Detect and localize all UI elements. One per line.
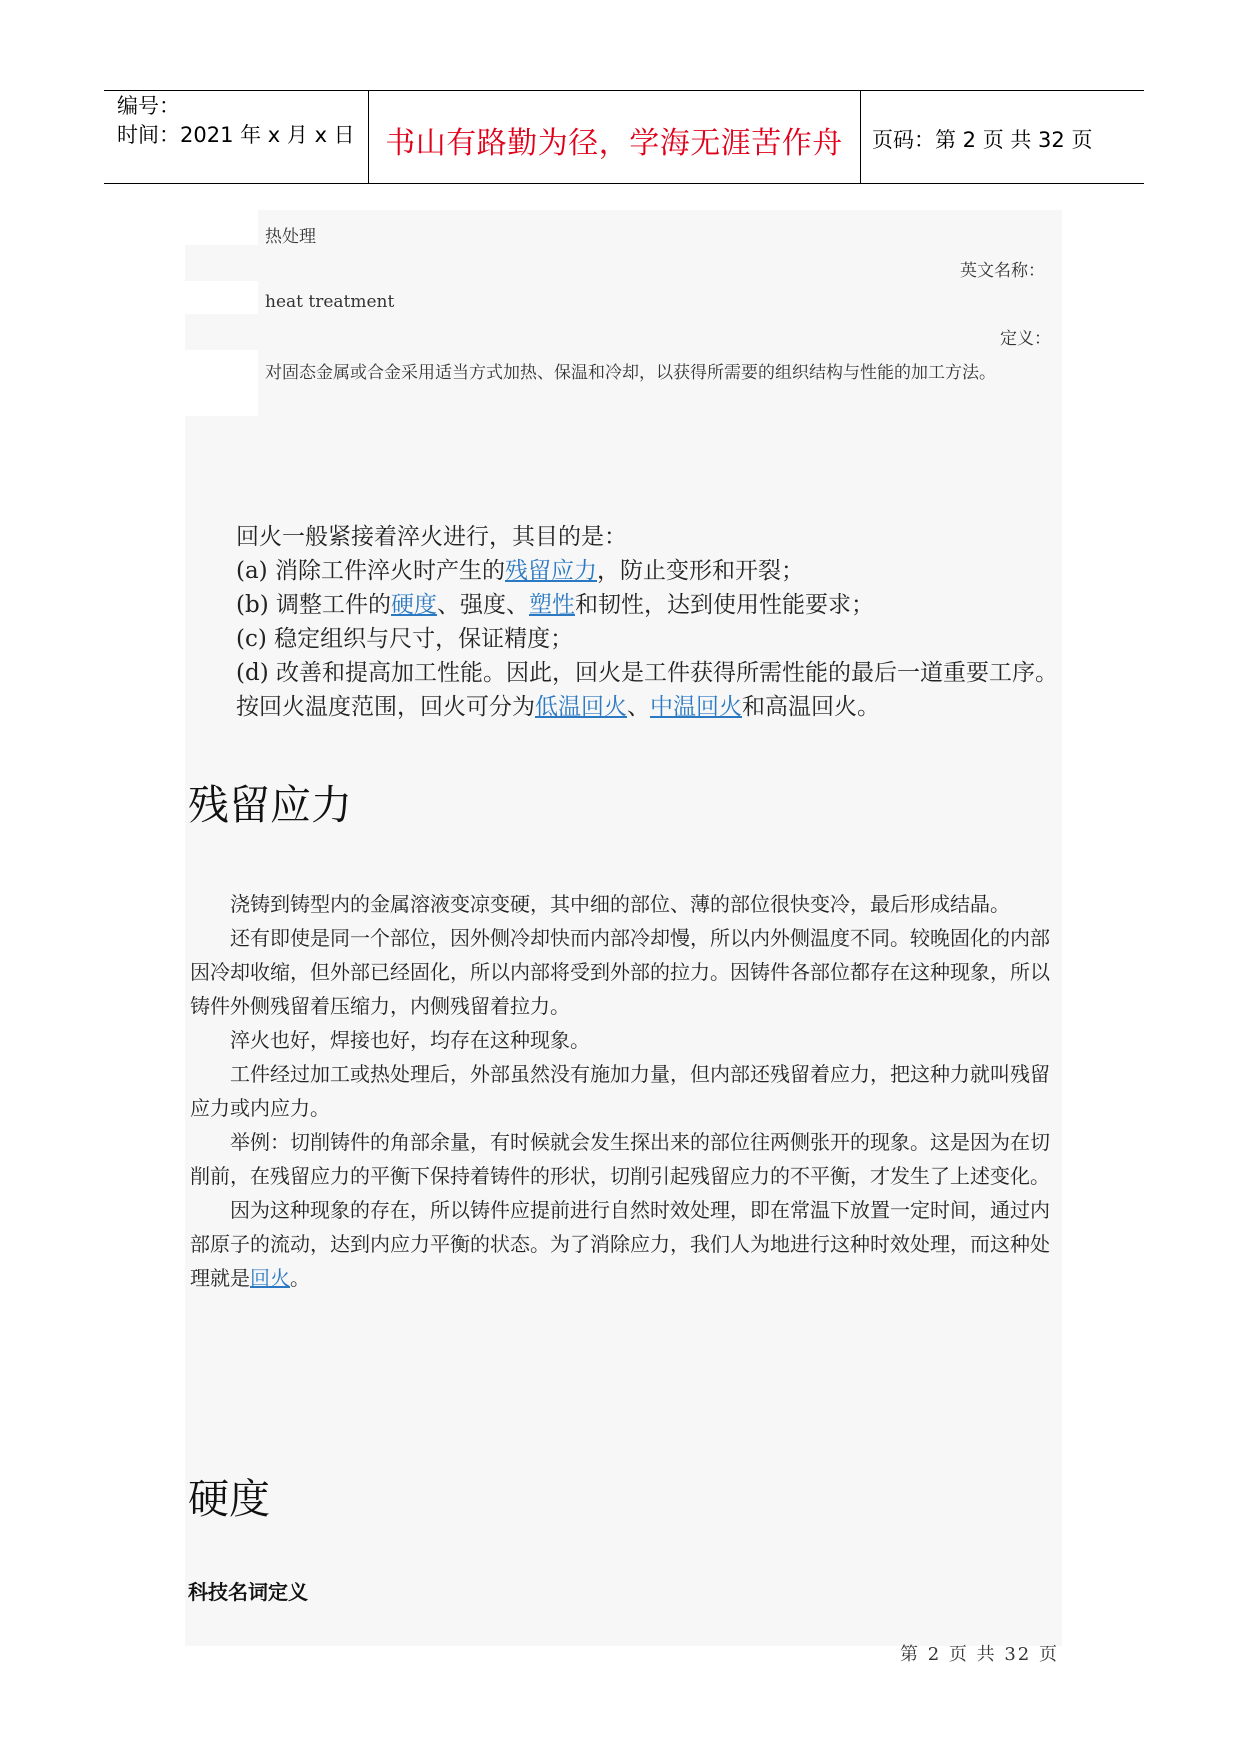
residual-stress-p3: 淬火也好，焊接也好，均存在这种现象。 bbox=[230, 1028, 590, 1052]
tempering-item-a-tail: ，防止变形和开裂； bbox=[596, 558, 804, 584]
tempering-item-a bbox=[190, 554, 1058, 588]
definition-label: 定义： bbox=[1000, 329, 1051, 349]
definition-text: 对固态金属或合金采用适当方式加热、保温和冷却，以获得所需要的组织结构与性能的加工方法。 bbox=[265, 363, 996, 383]
tempering-item-b bbox=[190, 588, 1058, 622]
tempering-classification-tail: 和高温回火。 bbox=[742, 694, 880, 720]
english-name-label: 英文名称： bbox=[960, 261, 1045, 281]
content-shade-left-block-2 bbox=[185, 314, 258, 350]
link-hardness[interactable]: 硬度 bbox=[390, 592, 437, 618]
document-number-label: 编号： bbox=[117, 94, 180, 118]
heading-hardness: 硬度 bbox=[188, 1475, 270, 1523]
tempering-classification-text: 按回火温度范围，回火可分为 bbox=[236, 694, 535, 720]
tempering-item-b-text: (b) 调整工件的 bbox=[236, 592, 391, 618]
residual-stress-p6 bbox=[190, 1193, 1058, 1295]
header-bottom-rule bbox=[104, 183, 1144, 184]
header-page-info: 页码：第 2 页 共 32 页 bbox=[872, 128, 1093, 152]
residual-stress-paragraphs bbox=[190, 887, 1058, 1295]
tempering-paragraphs bbox=[190, 520, 1058, 724]
heading-residual-stress: 残留应力 bbox=[188, 781, 352, 829]
term-title: 热处理 bbox=[265, 227, 316, 247]
header-divider-left bbox=[368, 90, 369, 183]
link-tempering[interactable]: 回火 bbox=[250, 1266, 290, 1290]
tempering-item-d: (d) 改善和提高加工性能。因此，回火是工件获得所需性能的最后一道重要工序。 bbox=[236, 660, 1058, 686]
residual-stress-p5: 举例：切削铸件的角部余量，有时候就会发生探出来的部位往两侧张开的现象。这是因为在切削前，在残留应力的平衡下保持着铸件的形状，切削引起残留应力的不平衡，才发生了上述变化。 bbox=[190, 1130, 1050, 1188]
link-medium-temp-tempering[interactable]: 中温回火 bbox=[650, 694, 742, 720]
header-left-cell bbox=[117, 92, 355, 150]
tempering-item-c: (c) 稳定组织与尺寸，保证精度； bbox=[236, 626, 574, 652]
residual-stress-p4: 工件经过加工或热处理后，外部虽然没有施加力量，但内部还残留着应力，把这种力就叫残留应力或内应力。 bbox=[190, 1062, 1050, 1120]
header-divider-right bbox=[860, 90, 861, 183]
residual-stress-p2: 还有即使是同一个部位，因外侧冷却快而内部冷却慢，所以内外侧温度不同。较晚固化的内部因冷却收缩，但外部已经固化，所以内部将受到外部的拉力。因铸件各部位都存在这种现象，所以铸件外侧残留着压缩力，内侧残留着拉力。 bbox=[190, 926, 1050, 1018]
header-motto: 书山有路勤为径，学海无涯苦作舟 bbox=[385, 126, 843, 161]
link-residual-stress[interactable]: 残留应力 bbox=[504, 558, 597, 584]
tempering-classification bbox=[190, 690, 1058, 724]
link-low-temp-tempering[interactable]: 低温回火 bbox=[535, 694, 627, 720]
document-time: 时间：2021 年 x 月 x 日 bbox=[117, 123, 355, 147]
residual-stress-p6-text: 因为这种现象的存在，所以铸件应提前进行自然时效处理，即在常温下放置一定时间，通过内部原子的流动，达到内应力平衡的状态。为了消除应力，我们人为地进行这种时效处理，而这种处理就是 bbox=[190, 1198, 1050, 1290]
residual-stress-p1: 浇铸到铸型内的金属溶液变凉变硬，其中细的部位、薄的部位很快变冷，最后形成结晶。 bbox=[230, 892, 1010, 916]
tempering-item-b-tail: 和韧性，达到使用性能要求； bbox=[574, 592, 874, 618]
header-top-rule bbox=[104, 90, 1144, 91]
subheading-tech-term-definition: 科技名词定义 bbox=[188, 1580, 308, 1604]
english-name-value: heat treatment bbox=[265, 292, 395, 312]
tempering-intro: 回火一般紧接着淬火进行，其目的是： bbox=[236, 524, 627, 550]
content-shade-left-block-1 bbox=[185, 245, 258, 281]
tempering-item-b-mid: 、强度、 bbox=[436, 592, 529, 618]
residual-stress-p6-tail: 。 bbox=[290, 1266, 310, 1290]
link-plasticity[interactable]: 塑性 bbox=[528, 592, 575, 618]
tempering-item-a-text: (a) 消除工件淬火时产生的 bbox=[236, 558, 505, 584]
tempering-classification-sep: 、 bbox=[627, 694, 650, 720]
footer-page-number: 第 2 页 共 32 页 bbox=[900, 1644, 1059, 1665]
